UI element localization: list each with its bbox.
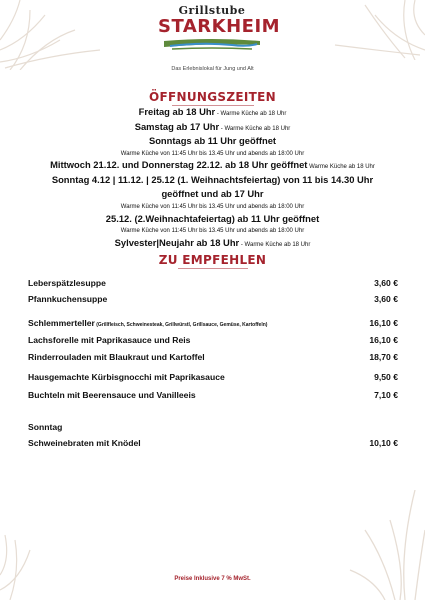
menu-item bbox=[28, 335, 398, 345]
hours-line: geöffnet und ab 17 Uhr bbox=[161, 188, 264, 200]
logo-main-text: STARKHEIM bbox=[158, 16, 281, 37]
menu-item-price: 7,10 € bbox=[374, 390, 398, 400]
menu-item-name: Sonntag bbox=[28, 422, 63, 432]
river-landscape-icon bbox=[162, 37, 262, 51]
recommendations-heading: ZU EMPFEHLEN bbox=[158, 253, 267, 267]
hours-line: Freitag ab 18 Uhr - Warme Küche ab 18 Uhr bbox=[138, 106, 287, 117]
menu-item bbox=[28, 372, 398, 382]
hours-note: Warme Küche von 11:45 Uhr bis 13.45 Uhr und abends ab 18:00 Uhr bbox=[120, 204, 305, 211]
hours-line: Sylvester|Neujahr ab 18 Uhr - Warme Küche ab 18 Uhr bbox=[114, 236, 311, 248]
logo-top-text: Grillstube bbox=[178, 4, 246, 17]
grass-decoration-icon bbox=[0, 0, 110, 70]
heading-underline bbox=[178, 268, 248, 269]
menu-item-name: Buchteln mit Beerensauce und Vanilleeis bbox=[28, 390, 196, 400]
grass-decoration-icon bbox=[345, 490, 425, 600]
menu-item-price: 16,10 € bbox=[369, 335, 398, 345]
menu-section-label bbox=[28, 422, 398, 432]
menu-item-name: Schweinebraten mit Knödel bbox=[28, 438, 141, 448]
menu-item-price: 3,60 € bbox=[374, 294, 398, 304]
hours-line: Sonntag 4.12 | 11.12. | 25.12 (1. Weihnachtsfeiertag) von 11 bis 14.30 Uhr bbox=[51, 173, 374, 185]
menu-item-name: Lachsforelle mit Paprikasauce und Reis bbox=[28, 335, 191, 345]
menu-item-name: Rinderrouladen mit Blaukraut und Kartoffel bbox=[28, 352, 205, 362]
menu-item-price: 9,50 € bbox=[374, 372, 398, 382]
hours-line: Sonntags ab 11 Uhr geöffnet bbox=[148, 135, 277, 147]
hours-line: Mittwoch 21.12. und Donnerstag 22.12. ab 18 Uhr geöffnet Warme Küche ab 18 Uhr bbox=[50, 159, 375, 171]
menu-item-detail: (Grillfleisch, Schweinesteak, Grillwürstl, Grillsauce, Gemüse, Kartoffeln) bbox=[94, 322, 268, 328]
grass-decoration-icon bbox=[0, 520, 60, 600]
hours-line: Samstag ab 17 Uhr - Warme Küche ab 18 Uhr bbox=[134, 120, 291, 132]
menu-item-price: 18,70 € bbox=[369, 352, 398, 362]
menu-item-name: Hausgemachte Kürbisgnocchi mit Paprikasauce bbox=[28, 372, 225, 382]
menu-item bbox=[28, 438, 398, 448]
menu-item-name: Pfannkuchensuppe bbox=[28, 294, 108, 304]
menu-item-name: Schlemmerteller bbox=[28, 318, 95, 328]
menu-item-name: Leberspätzlesuppe bbox=[28, 278, 106, 288]
grass-decoration-icon bbox=[315, 0, 425, 60]
menu-item-price: 10,10 € bbox=[369, 438, 398, 448]
opening-hours-list bbox=[0, 106, 425, 251]
hours-note: Warme Küche von 11:45 Uhr bis 13.45 Uhr und abends ab 18:00 Uhr bbox=[120, 150, 305, 157]
opening-hours-heading: ÖFFNUNGSZEITEN bbox=[149, 90, 276, 104]
logo bbox=[158, 4, 281, 51]
menu-item bbox=[28, 294, 398, 304]
menu-item bbox=[28, 278, 398, 288]
logo-tagline: Das Erlebnislokal für Jung und Alt bbox=[171, 66, 254, 72]
menu-item bbox=[28, 318, 398, 328]
footer-tax-note: Preise Inklusive 7 % MwSt. bbox=[174, 576, 251, 582]
menu-item-price: 16,10 € bbox=[369, 318, 398, 328]
hours-line: 25.12. (2.Weihnachtafeiertag) ab 11 Uhr geöffnet bbox=[105, 212, 320, 224]
menu-item-price: 3,60 € bbox=[374, 278, 398, 288]
menu-item bbox=[28, 352, 398, 362]
menu-item bbox=[28, 390, 398, 400]
hours-note: Warme Küche von 11:45 Uhr bis 13.45 Uhr und abends ab 18:00 Uhr bbox=[120, 228, 305, 235]
